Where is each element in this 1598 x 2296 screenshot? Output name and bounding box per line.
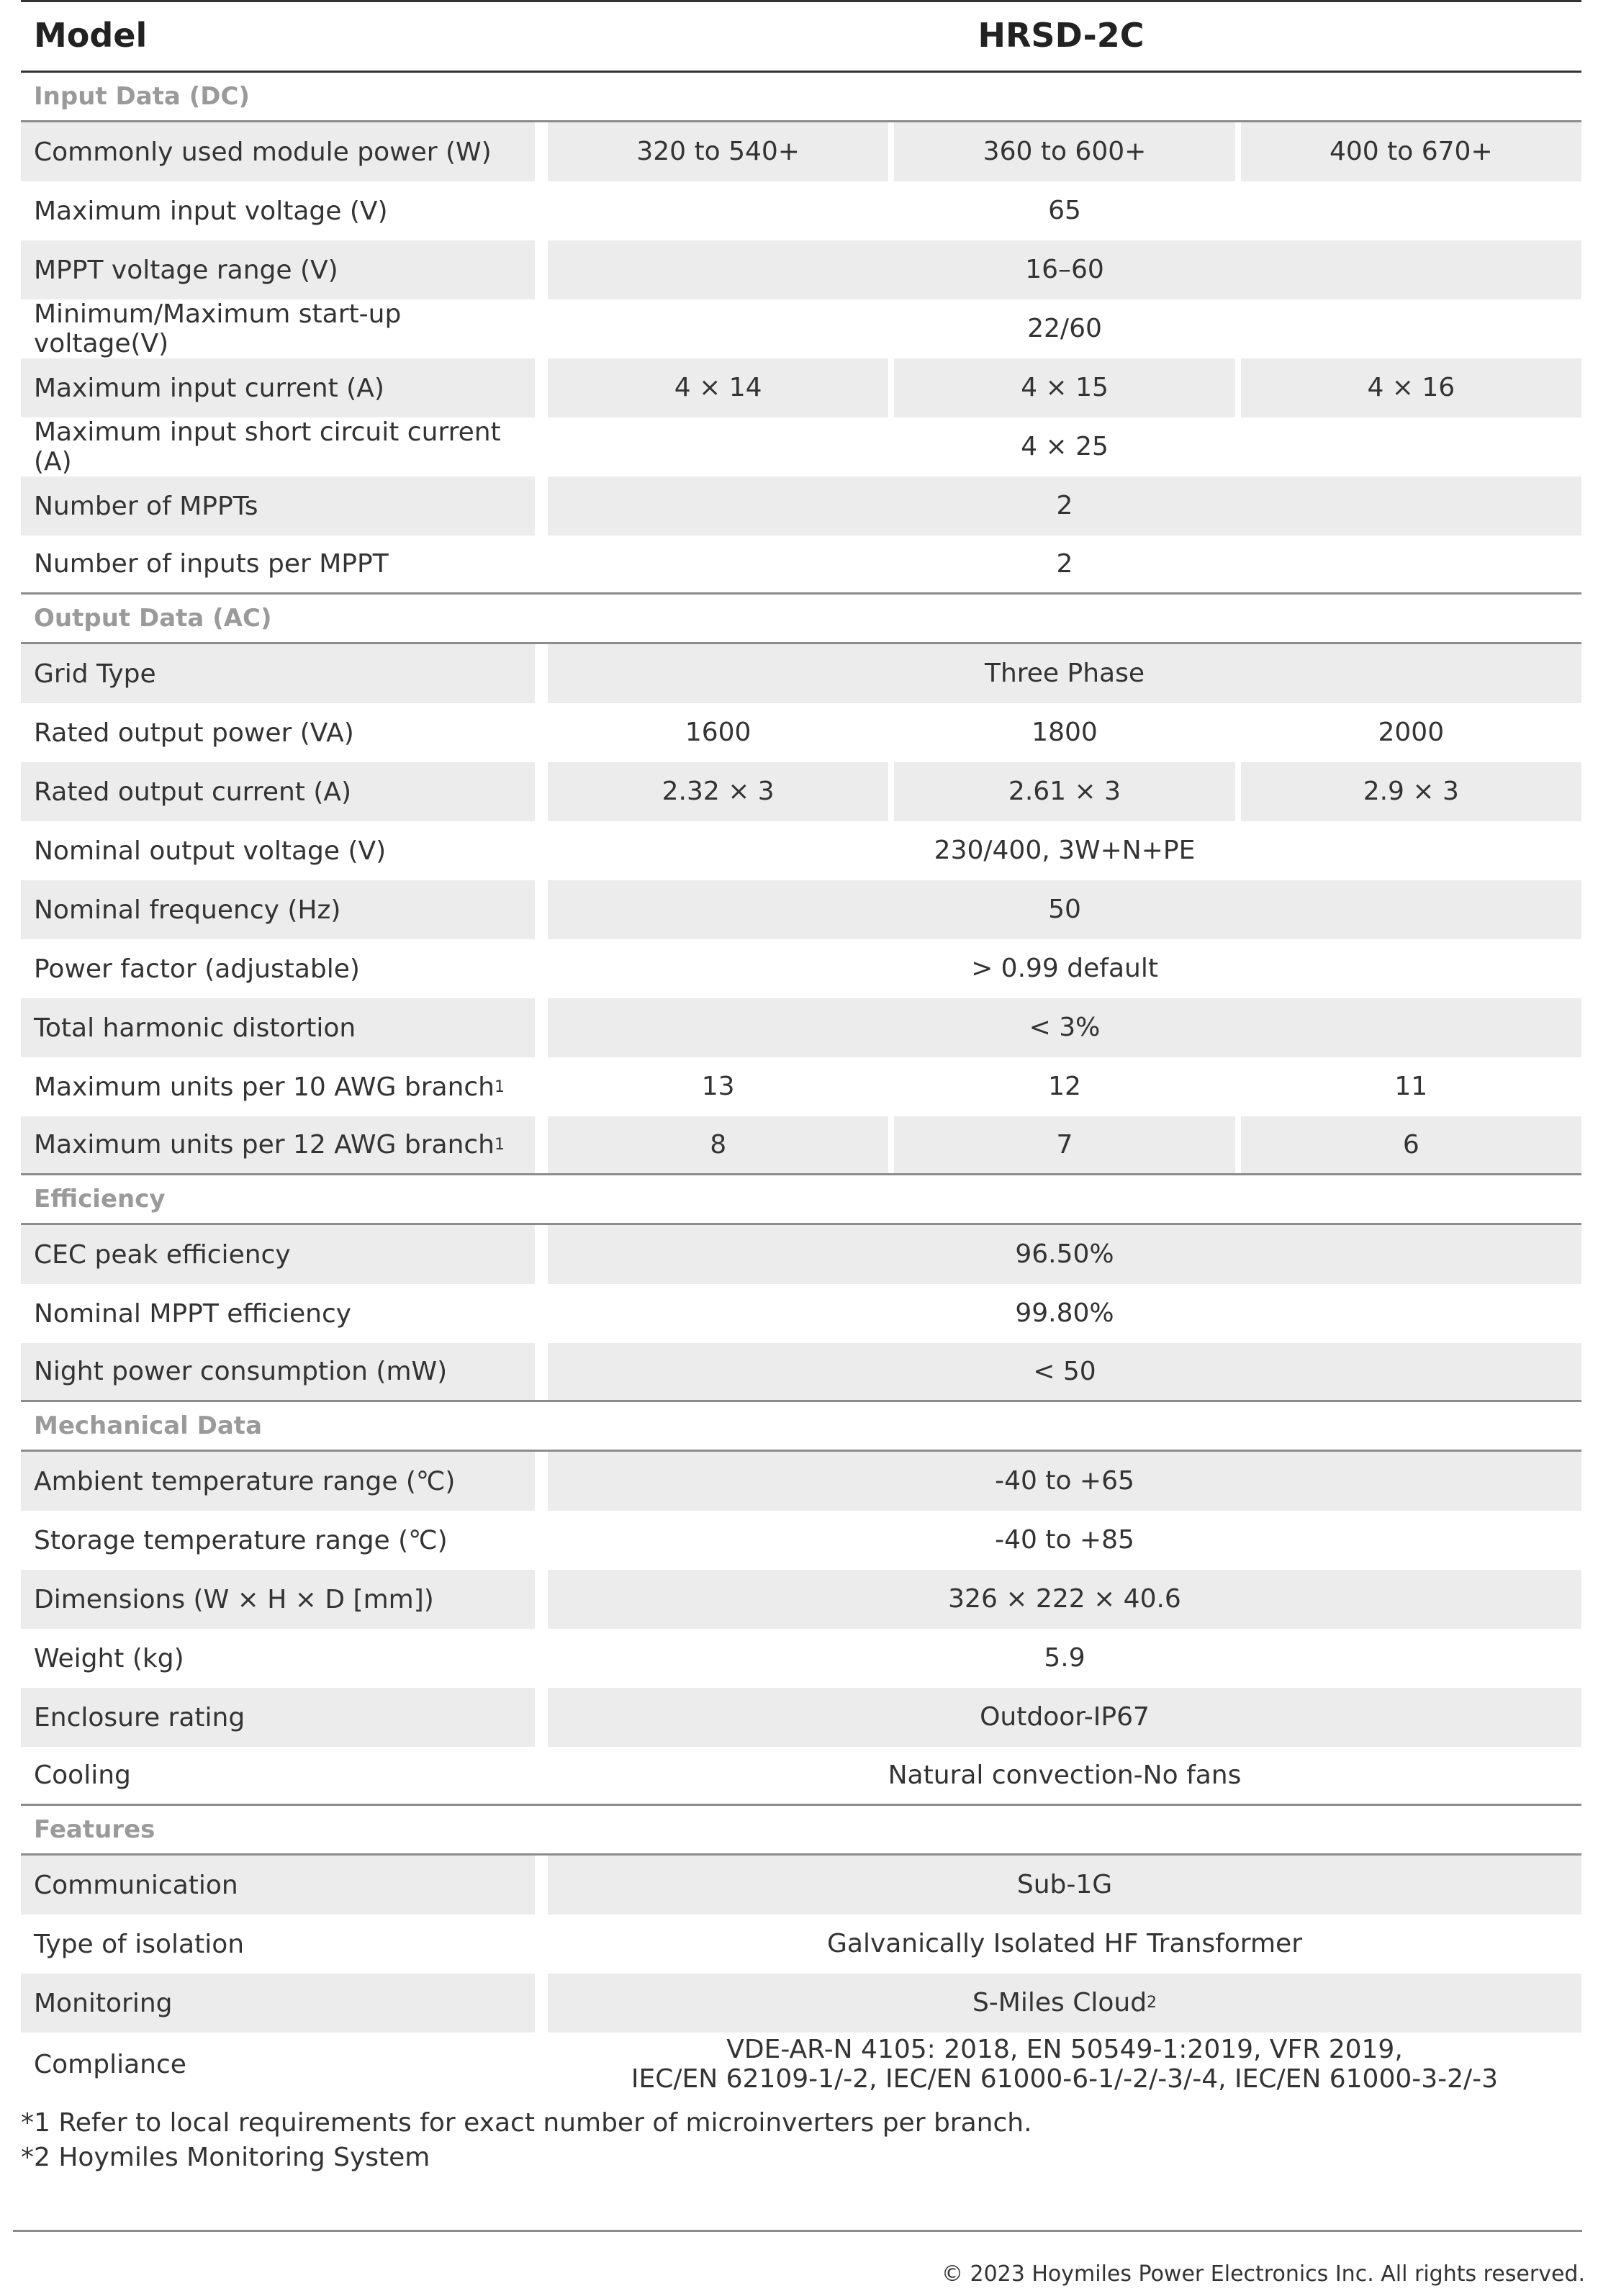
value-cell: 4 × 14 bbox=[548, 358, 888, 417]
section-efficiency: Efficiency bbox=[21, 1175, 1581, 1225]
row-thd bbox=[21, 998, 1581, 1057]
row-label: Number of MPPTs bbox=[21, 476, 541, 535]
row-cec-peak bbox=[21, 1225, 1581, 1284]
footnote-ref: 1 bbox=[495, 1077, 505, 1096]
row-label: Nominal MPPT efficiency bbox=[34, 1298, 352, 1329]
value-cell: 2 bbox=[548, 476, 1581, 535]
row-units-10awg bbox=[21, 1057, 1581, 1116]
value-cell: 4 × 15 bbox=[894, 358, 1234, 417]
value-cell bbox=[548, 1974, 1581, 2033]
value-cell: < 50 bbox=[548, 1343, 1581, 1400]
value-cell: 12 bbox=[1048, 1072, 1081, 1102]
model-name: HRSD-2C bbox=[978, 16, 1145, 55]
row-weight bbox=[21, 1629, 1581, 1688]
value-cell: 16–60 bbox=[548, 240, 1581, 299]
row-nominal-frequency bbox=[21, 880, 1581, 939]
value-cell: 360 to 600+ bbox=[894, 122, 1234, 181]
section-input-data: Input Data (DC) bbox=[21, 73, 1581, 122]
value-cell: 65 bbox=[1048, 196, 1081, 226]
value-cell: 326 × 222 × 40.6 bbox=[548, 1570, 1581, 1629]
section-features: Features bbox=[21, 1806, 1581, 1856]
value-cell: 96.50% bbox=[548, 1225, 1581, 1284]
row-label: Monitoring bbox=[21, 1974, 541, 2033]
value-cell: < 3% bbox=[548, 998, 1581, 1057]
value-cell: -40 to +65 bbox=[548, 1452, 1581, 1511]
value-cell: 400 to 670+ bbox=[1241, 122, 1581, 181]
row-label: Power factor (adjustable) bbox=[34, 954, 360, 984]
row-label: MPPT voltage range (V) bbox=[21, 240, 541, 299]
footnote-1: *1 Refer to local requirements for exact number of microinverters per branch. bbox=[21, 2108, 1032, 2138]
value-cell: 5.9 bbox=[1044, 1643, 1085, 1673]
row-label-text: Maximum units per 12 AWG branch bbox=[34, 1130, 495, 1160]
value-cell: Outdoor-IP67 bbox=[548, 1688, 1581, 1747]
row-dimensions bbox=[21, 1570, 1581, 1629]
value-cell: > 0.99 default bbox=[971, 954, 1158, 984]
row-startup-voltage bbox=[21, 299, 1581, 358]
value-cell: 22/60 bbox=[1027, 314, 1102, 344]
section-mechanical-data: Mechanical Data bbox=[21, 1402, 1581, 1452]
value-cell: 1600 bbox=[685, 718, 751, 748]
value-cell: 320 to 540+ bbox=[548, 122, 888, 181]
row-label: Enclosure rating bbox=[21, 1688, 541, 1747]
row-label: Maximum input short circuit current (A) bbox=[34, 417, 501, 476]
row-label: Night power consumption (mW) bbox=[21, 1343, 541, 1400]
bottom-rule bbox=[13, 2230, 1582, 2232]
row-cooling bbox=[21, 1747, 1581, 1806]
row-num-mppts bbox=[21, 476, 1581, 535]
row-enclosure bbox=[21, 1688, 1581, 1747]
value-cell: Sub-1G bbox=[548, 1856, 1581, 1915]
value-cell: -40 to +85 bbox=[995, 1525, 1134, 1555]
footnote-ref: 1 bbox=[495, 1136, 505, 1154]
row-compliance bbox=[21, 2033, 1581, 2096]
model-label: Model bbox=[34, 16, 148, 55]
row-label: Total harmonic distortion bbox=[21, 998, 541, 1057]
value-cell: 2000 bbox=[1378, 718, 1445, 748]
row-label: Dimensions (W × H × D [mm]) bbox=[21, 1570, 541, 1629]
value-cell: Three Phase bbox=[548, 644, 1581, 703]
row-rated-current bbox=[21, 762, 1581, 821]
row-label: Type of isolation bbox=[34, 1929, 245, 1959]
row-label: Commonly used module power (W) bbox=[21, 122, 541, 181]
value-cell: 13 bbox=[701, 1072, 735, 1102]
value-cell: 8 bbox=[548, 1116, 888, 1173]
section-output-data: Output Data (AC) bbox=[21, 595, 1581, 644]
row-label: Maximum input voltage (V) bbox=[34, 196, 388, 226]
row-communication bbox=[21, 1856, 1581, 1915]
row-label: Rated output power (VA) bbox=[34, 718, 354, 748]
row-night-power bbox=[21, 1343, 1581, 1402]
row-module-power bbox=[21, 122, 1581, 181]
value-cell: 99.80% bbox=[1015, 1298, 1114, 1329]
row-label: Compliance bbox=[34, 2049, 186, 2079]
row-grid-type bbox=[21, 644, 1581, 703]
value-cell: 4 × 25 bbox=[1021, 432, 1109, 462]
footnote-2: *2 Hoymiles Monitoring System bbox=[21, 2143, 430, 2172]
row-label: Communication bbox=[21, 1856, 541, 1915]
row-monitoring bbox=[21, 1974, 1581, 2033]
row-label bbox=[21, 1057, 541, 1116]
row-nominal-voltage bbox=[21, 821, 1581, 880]
row-label: Maximum input current (A) bbox=[21, 358, 541, 417]
value-cell: 1800 bbox=[1032, 718, 1098, 748]
value-cell: 2.9 × 3 bbox=[1241, 762, 1581, 821]
copyright: © 2023 Hoymiles Power Electronics Inc. All rights reserved. bbox=[941, 2261, 1585, 2287]
row-label: Rated output current (A) bbox=[21, 762, 541, 821]
row-ambient-temp bbox=[21, 1452, 1581, 1511]
row-rated-power bbox=[21, 703, 1581, 762]
value-cell: 7 bbox=[894, 1116, 1234, 1173]
footnote-ref: 2 bbox=[1147, 1994, 1157, 2012]
row-short-circuit bbox=[21, 417, 1581, 476]
value-cell bbox=[548, 2033, 1581, 2096]
row-label: Grid Type bbox=[21, 644, 541, 703]
row-label: Weight (kg) bbox=[34, 1643, 184, 1673]
row-label: Ambient temperature range (℃) bbox=[21, 1452, 541, 1511]
row-inputs-per-mppt bbox=[21, 535, 1581, 595]
value-cell: Natural convection-No fans bbox=[888, 1760, 1242, 1790]
monitoring-value: S-Miles Cloud bbox=[972, 1988, 1147, 2018]
value-cell: 4 × 16 bbox=[1241, 358, 1581, 417]
value-cell: 50 bbox=[548, 880, 1581, 939]
value-cell: 2.32 × 3 bbox=[548, 762, 888, 821]
row-label bbox=[21, 1116, 541, 1173]
row-label-text: Maximum units per 10 AWG branch bbox=[34, 1072, 495, 1102]
row-units-12awg bbox=[21, 1116, 1581, 1175]
row-power-factor bbox=[21, 939, 1581, 998]
value-cell: 2.61 × 3 bbox=[894, 762, 1234, 821]
spec-table bbox=[21, 0, 1581, 2175]
row-label: Cooling bbox=[34, 1761, 131, 1790]
row-label: Number of inputs per MPPT bbox=[34, 549, 389, 579]
row-label: Storage temperature range (℃) bbox=[34, 1525, 448, 1555]
row-isolation bbox=[21, 1915, 1581, 1974]
row-storage-temp bbox=[21, 1511, 1581, 1570]
row-max-input-current bbox=[21, 358, 1581, 417]
value-cell: Galvanically Isolated HF Transformer bbox=[826, 1929, 1302, 1959]
row-label: Nominal frequency (Hz) bbox=[21, 880, 541, 939]
value-cell: 230/400, 3W+N+PE bbox=[934, 836, 1196, 866]
row-mppt-efficiency bbox=[21, 1284, 1581, 1343]
value-cell: 2 bbox=[1056, 548, 1073, 579]
footnotes bbox=[21, 2096, 1581, 2175]
row-label: Nominal output voltage (V) bbox=[34, 836, 387, 866]
row-max-input-voltage bbox=[21, 181, 1581, 240]
value-cell: 11 bbox=[1394, 1072, 1428, 1102]
compliance-line-2: IEC/EN 62109-1/-2, IEC/EN 61000-6-1/-2/-3/-4, IEC/EN 61000-3-2/-3 bbox=[631, 2064, 1499, 2094]
row-label: CEC peak efficiency bbox=[21, 1225, 541, 1284]
table-header bbox=[21, 0, 1581, 73]
compliance-line-1: VDE-AR-N 4105: 2018, EN 50549-1:2019, VFR 2019, bbox=[726, 2034, 1403, 2064]
row-mppt-range bbox=[21, 240, 1581, 299]
row-label: Minimum/Maximum start-up voltage(V) bbox=[34, 299, 402, 358]
value-cell: 6 bbox=[1241, 1116, 1581, 1173]
